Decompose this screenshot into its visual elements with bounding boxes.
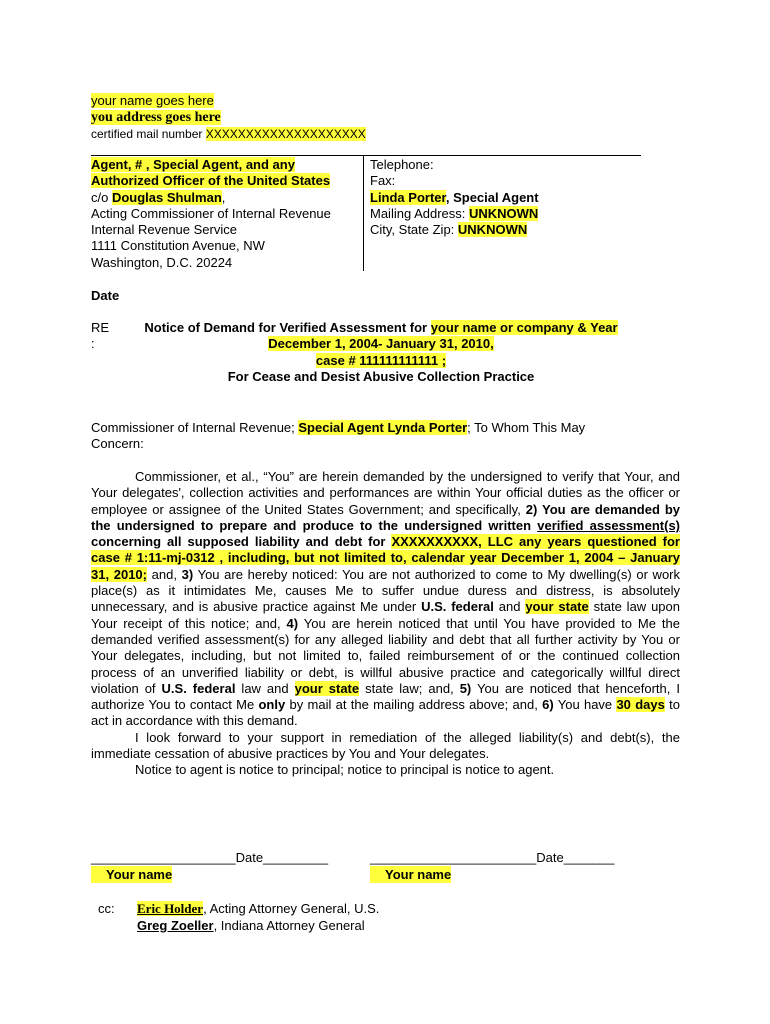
subject-name-year: your name or company & Year [430,320,618,335]
cc-name-1: Eric Holder [137,901,204,916]
cc-label: cc: [98,901,115,916]
signature-name-2: Your name [370,866,451,883]
recipient-org: Internal Revenue Service [91,222,237,238]
telephone-label: Telephone: [370,157,434,172]
signature-block-2 [370,849,614,883]
recipient-block [91,157,359,271]
llc-highlight: XXXXXXXXXX, LLC any years questioned for case # 1:11-mj-0312 , including, but not limited to, calendar year December 1, 2004 – January 31, 2010; [91,534,680,582]
thirty-days-highlight: 30 days [616,697,665,713]
re-colon: : [91,336,95,351]
letter-body [91,469,680,779]
agent-line: Linda Porter, Special Agent [370,189,539,205]
state-highlight-1: your state [525,599,589,615]
signature-line-2: _______________________Date_______ [370,850,615,865]
subject-line1: Notice of Demand for Verified Assessment for your name or company & Year [144,320,618,335]
agent-name: Linda Porter [370,189,446,205]
signature-block-1 [91,849,328,883]
body-paragraph-3: Notice to agent is notice to principal; notice to principal is notice to agent. [135,762,555,778]
body-paragraph-2: I look forward to your support in remediation of the alleged liability(s) and debt(s), the immediate cessation of abusive practices by You and Your delegates. [91,729,680,762]
subject-case-number: case # 111111111111 ; [315,352,447,368]
signature-line-1: ____________________Date_________ [91,850,329,865]
recipient-line2: Authorized Officer of the United States [91,173,331,189]
certified-mail-line: certified mail number XXXXXXXXXXXXXXXXXXXX [91,127,366,141]
fax-label: Fax: [370,173,396,189]
recipient-street: 1111 Constitution Avenue, NW [91,238,265,254]
recipient-co-name: Douglas Shulman [111,189,222,205]
salutation-agent: Special Agent Lynda Porter [298,420,468,435]
subject-block [128,320,634,385]
state-highlight-2: your state [294,680,360,696]
cc-recipient-1: cc: Eric Holder, Acting Attorney General, U.S. [98,901,380,916]
date-label: Date [91,288,120,303]
sender-name: your name goes here [91,93,214,108]
salutation: Commissioner of Internal Revenue; Special Agent Lynda Porter; To Whom This May Concern: [91,420,586,452]
column-divider [363,156,364,271]
certified-mail-number: XXXXXXXXXXXXXXXXXXXX [205,127,366,141]
contact-block [370,157,630,238]
sender-block [91,93,366,142]
body-paragraph-1: Commissioner, et al., “You” are herein demanded by the undersigned to verify that Your, and Your delegates', collection activities and performances are within Your official duties as the officer or employee or assignee of the United States Government; and specifically, 2) You are demanded by the undersigned to prepare and produce to the undersigned written verified assessment(s) concerning all supposed liability and debt for XXXXXXXXXX, LLC any years questioned for case # 1:11-mj-0312 , including, but not limited to, calendar year December 1, 2004 – January 31, 2010; and, 3) You are hereby noticed: You are not authorized to come to My dwelling(s) or work place(s) as it intimidates Me, causes Me to suffer undue duress and distress, is absolutely unnecessary, and is abusive practice against Me under U.S. federal and your state state law upon Your receipt of this notice; and, 4) You are herein noticed that until You have provided to Me the demanded verified assessment(s) for any alleged liability and debt that all further activity by You or Your delegates, including, but not limited to, failed reimbursement of or the continued collection process of an unverified liability or debt, is willful abusive practice and categorically willful direct violation of U.S. federal law and your state state law; and, 5) You are noticed that henceforth, I authorize You to contact Me only by mail at the mailing address above; and, 6) You have 30 days to act in accordance with this demand. [91,469,681,729]
mailing-address-value: UNKNOWN [469,205,539,221]
subject-date-range: December 1, 2004- January 31, 2010, [268,336,494,352]
signature-name-1: Your name [91,866,172,883]
header-divider [91,155,641,156]
city-state-zip-line: City, State Zip: UNKNOWN [370,222,528,238]
cc-recipient-2: Greg Zoeller, Indiana Attorney General [137,918,365,933]
city-state-zip-value: UNKNOWN [457,222,528,238]
cc-name-2: Greg Zoeller [137,918,214,933]
recipient-line1: Agent, # , Special Agent, and any [91,157,295,172]
re-label: RE [91,320,110,335]
recipient-title: Acting Commissioner of Internal Revenue [91,205,331,221]
cc-block [98,900,379,934]
mailing-address-line: Mailing Address: UNKNOWN [370,205,539,221]
subject-title: For Cease and Desist Abusive Collection Practice [227,368,535,384]
recipient-care-of: c/o Douglas Shulman, [91,189,226,205]
sender-address: you address goes here [91,110,221,125]
recipient-city: Washington, D.C. 20224 [91,254,233,270]
